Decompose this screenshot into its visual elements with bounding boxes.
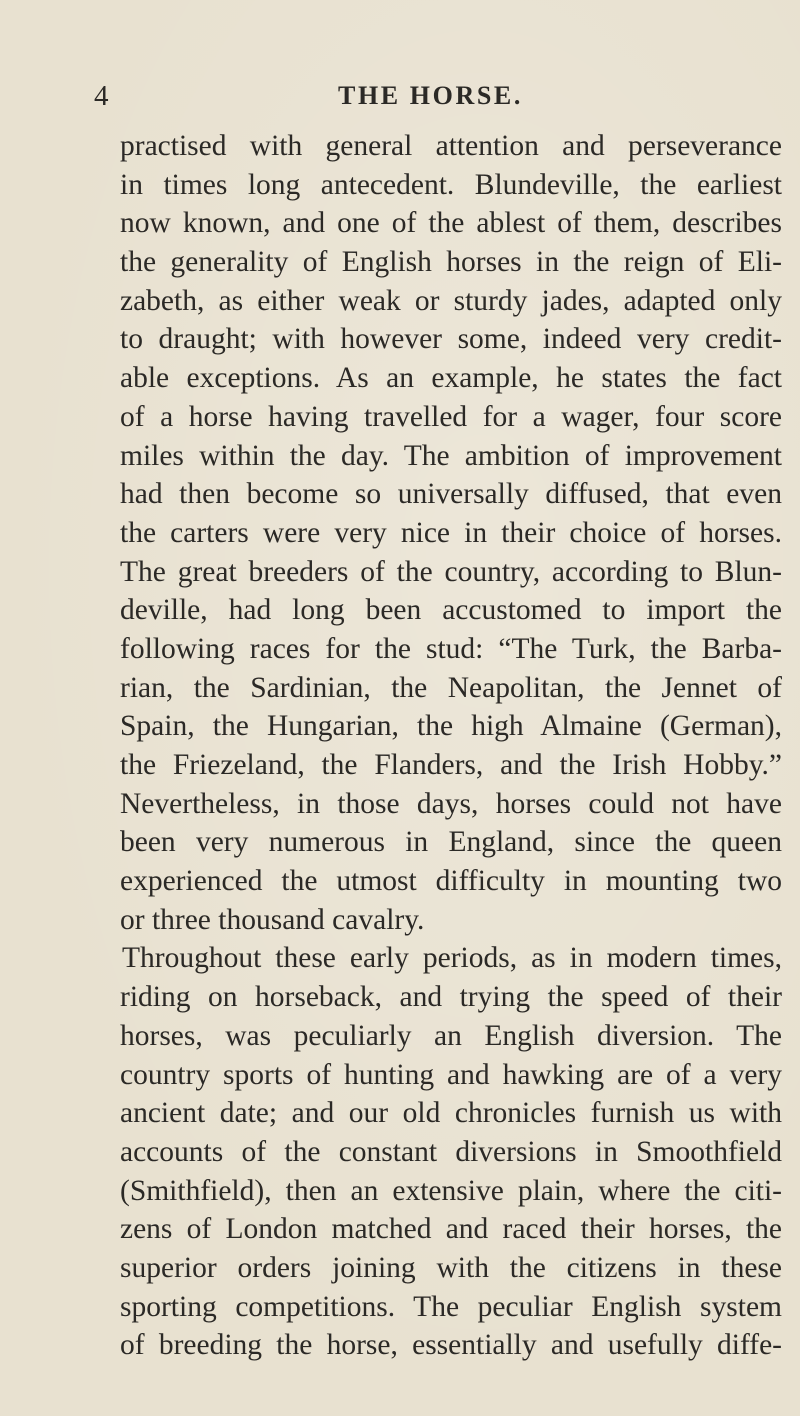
text-line: deville, had long been accustomed to import the: [120, 594, 782, 627]
text-line: superior orders joining with the citizens in these: [120, 1251, 782, 1284]
text-line: accounts of the constant diversions in Smoothfield: [120, 1135, 782, 1168]
text-line: the generality of English horses in the reign of Eli-: [120, 246, 782, 279]
text-line: now known, and one of the ablest of them, describes: [120, 207, 782, 240]
text-line: riding on horseback, and trying the speed of their: [120, 981, 782, 1014]
text-line: rian, the Sardinian, the Neapolitan, the Jennet of: [120, 671, 782, 704]
text-line: been very numerous in England, since the queen: [120, 826, 782, 859]
text-line: zens of London matched and raced their horses, the: [120, 1213, 782, 1246]
text-line: in times long antecedent. Blundeville, the earliest: [120, 168, 782, 201]
text-line: or three thousand cavalry.: [120, 903, 425, 936]
text-line: the Friezeland, the Flanders, and the Irish Hobby.”: [120, 749, 782, 781]
text-line: following races for the stud: “The Turk, the Barba-: [120, 632, 782, 665]
text-line: country sports of hunting and hawking are of a very: [120, 1058, 782, 1091]
text-line: (Smithfield), then an extensive plain, where the citi-: [120, 1174, 782, 1207]
paragraph-start-line: Throughout these early periods, as in modern times,: [122, 942, 782, 975]
text-line: had then become so universally diffused, that even: [120, 478, 782, 511]
text-line: horses, was peculiarly an English diversion. The: [120, 1019, 782, 1052]
page-number: 4: [94, 80, 109, 112]
text-line: The great breeders of the country, according to Blun-: [120, 555, 782, 588]
text-line: Spain, the Hungarian, the high Almaine (German),: [120, 710, 782, 743]
text-line: of a horse having travelled for a wager, four score: [120, 400, 782, 433]
text-line: experienced the utmost difficulty in mounting two: [120, 865, 782, 898]
text-line: ancient date; and our old chronicles furnish us with: [120, 1097, 782, 1130]
text-line: of breeding the horse, essentially and usefully diffe-: [120, 1329, 782, 1362]
text-line: zabeth, as either weak or sturdy jades, adapted only: [120, 284, 782, 317]
text-line: the carters were very nice in their choice of horses.: [120, 516, 782, 549]
text-line: Nevertheless, in those days, horses could not have: [120, 787, 782, 820]
text-line: to draught; with however some, indeed very credit-: [120, 323, 782, 356]
body-text: [120, 127, 782, 1365]
text-line: miles within the day. The ambition of improvement: [120, 439, 782, 472]
running-head: [94, 80, 794, 120]
text-line: practised with general attention and perseverance: [120, 130, 782, 162]
text-line: able exceptions. As an example, he states the fact: [120, 362, 782, 395]
text-line: sporting competitions. The peculiar English system: [120, 1290, 782, 1323]
running-title: THE HORSE.: [338, 81, 523, 110]
